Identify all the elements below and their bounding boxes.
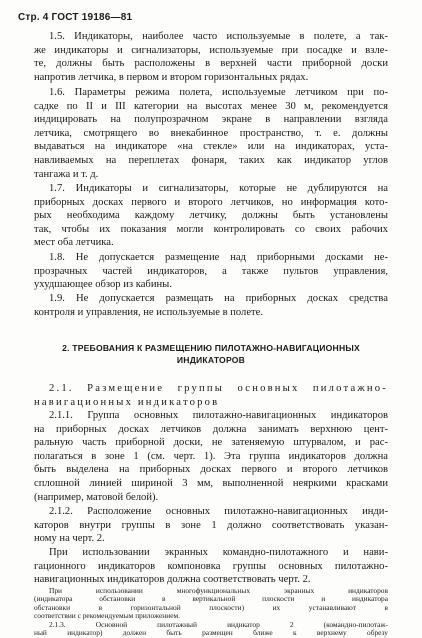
text-line: же индикаторы и сигнализаторы, используемые при посадке и взле- [34, 44, 388, 56]
section-2-heading [0, 342, 422, 366]
text-line: летчика, смотрящего во внекабинное пространство, т. е. должны [34, 127, 388, 139]
text-line: быть выделена на приборных досках первого и второго летчиков [34, 464, 388, 476]
paragraph-1-9 [0, 292, 422, 319]
text-line: 1.5. Индикаторы, наиболее часто используемые в полете, а так- [49, 31, 388, 42]
text-line: контроля и управления, не используемые в полете. [34, 306, 264, 318]
paragraph-1-8 [0, 251, 422, 292]
text-line: ному на черт. 2. [34, 533, 105, 545]
paragraph-2-1-2-multifunction-line: соответствии с рекомендуемым приложением. [34, 612, 181, 621]
text-line: садке по II и III категории на высотах менее 30 м, рекомендуется [34, 100, 388, 112]
text-line: ухудшающее обзор из кабины. [34, 279, 172, 291]
text-line: мест оба летчика. [34, 237, 114, 249]
page-tail [0, 587, 422, 637]
section-heading-line: ИНДИКАТОРОВ [176, 355, 246, 365]
paragraph-2-1-2 [0, 505, 422, 546]
text-line: те, должны быть расположены в верхней части приборной доски [34, 58, 388, 70]
text-line: сплошной линией шириной 3 мм, выполненной неяркими красками [34, 477, 388, 489]
paragraph-2-1-2-screens [0, 546, 422, 587]
subsection-2-1-title [0, 382, 422, 409]
text-line: 1.6. Параметры режима полета, используемые летчиком при по- [49, 87, 388, 98]
text-line: на приборных досках летчиков должна занимать верхнюю цент- [34, 423, 388, 435]
text-line: 2.1. Размещение группы основных пилотажно- [49, 383, 388, 394]
text-line: полагаться в зоне 1 (см. черт. 1). Эта группа индикаторов должна [34, 450, 388, 462]
text-line: навигационных индикаторов должна соответствовать черт. 2. [34, 574, 311, 586]
paragraph-2-1-3-line: ный индикатор) должен быть размещен ближе к верхнему обрезу [34, 629, 388, 638]
text-line: При использовании экранных командно-пилотажного и нави- [49, 547, 388, 558]
text-line: индицировать на полупрозрачном экране в направлении взгляда [34, 114, 388, 126]
text-line: рых необходима каждому летчику, должны быть установлены [34, 210, 388, 222]
text-line: 2.1.1. Группа основных пилотажно-навигационных индикаторов [49, 410, 388, 421]
paragraph-1-6 [0, 86, 422, 181]
text-line: 2.1.2. Расположение основных пилотажно-навигационных инди- [49, 506, 388, 517]
paragraph-2-1-2-multifunction-line: обстановки в горизонтальной плоскости) их устанавливают в [34, 603, 388, 612]
text-line: 1.9. Не допускается размещать на приборных досках средства [49, 293, 388, 304]
text-line: ральную часть приборной доски, не затеняемую штурвалом, и рас- [34, 437, 388, 449]
text-line: навигационных индикаторов [34, 396, 220, 408]
paragraph-1-5 [0, 30, 422, 84]
page-header: Стр. 4 ГОСТ 19186—81 [18, 12, 133, 23]
text-line: так, чтобы их показания могли контролировать со своих рабочих [34, 223, 388, 235]
paragraph-2-1-3-line: 2.1.3. Основной пилотажный индикатор 2 (командно-пилотаж- [49, 620, 388, 629]
text-line: приборных досках первого и второго летчиков, но информация кото- [34, 196, 388, 208]
text-line: тангажа и т. д. [34, 168, 99, 180]
text-line: напротив летчика, в первом и втором горизонтальных рядах. [34, 71, 309, 83]
text-line: навливаемых на переплетах фонаря, таких как индикатор углов [34, 154, 388, 166]
paragraph-2-1-2-multifunction-line: (индикатора обстановки в вертикальной плоскости и индикатора [34, 595, 388, 604]
text-line: 1.8. Не допускается размещение над приборными досками не- [49, 252, 388, 263]
paragraph-1-7 [0, 182, 422, 250]
text-line: гационного индикаторов компоновка группы основных пилотажно- [34, 560, 388, 572]
text-line: прозрачных частей индикаторов, а также пультов управления, [34, 265, 388, 277]
text-line: выдаваться на индикаторе «на стекле» или на индикаторах, уста- [34, 141, 388, 153]
paragraph-2-1-1 [0, 409, 422, 504]
text-line: (например, матовой белой). [34, 491, 159, 503]
section-heading-line: 2. ТРЕБОВАНИЯ К РАЗМЕЩЕНИЮ ПИЛОТАЖНО-НАВИГАЦИОННЫХ [62, 343, 360, 353]
text-line: 1.7. Индикаторы и сигнализаторы, которые не дублируются на [49, 183, 388, 194]
paragraph-2-1-2-multifunction-line: При использовании многофункциональных экранных индикаторов [49, 587, 388, 595]
text-line: каторов внутри группы в зоне 1 должно соответствовать указан- [34, 519, 388, 531]
